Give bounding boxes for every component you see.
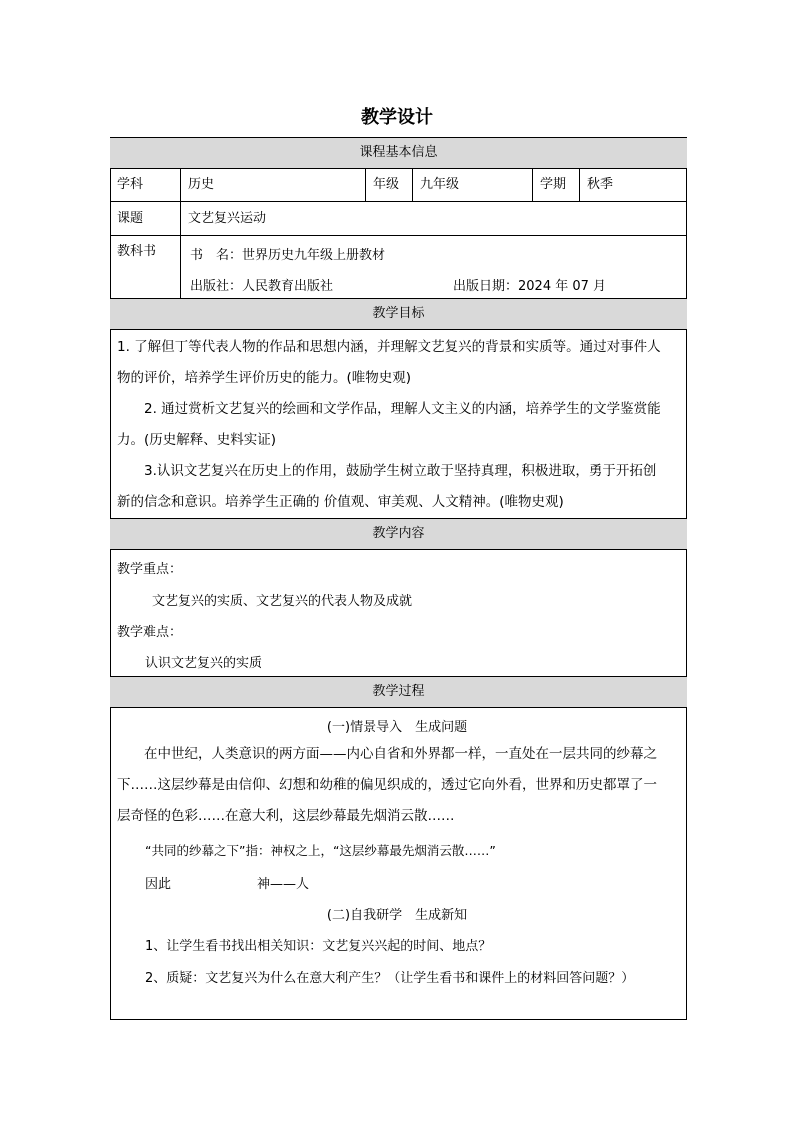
topic-label: 课题 — [110, 202, 181, 235]
grade-label: 年级 — [366, 169, 413, 201]
section1-title: (一)情景导入 生成问题 — [326, 720, 468, 735]
key-points-text: 文艺复兴的实质、文艺复兴的代表人物及成就 — [152, 594, 413, 609]
basic-info-row — [110, 169, 687, 202]
question-1: 1、让学生看书找出相关知识：文艺复兴兴起的时间、地点？ — [145, 939, 492, 954]
textbook-label: 教科书 — [110, 236, 181, 298]
goal-line: 物的评价，培养学生评价历史的能力。(唯物史观) — [117, 370, 412, 386]
key-points-label: 教学重点： — [117, 562, 183, 577]
intro-line: 层奇怪的色彩……在意大利，这层纱幕最先烟消云散…… — [117, 808, 455, 824]
difficult-points-text: 认识文艺复兴的实质 — [145, 656, 263, 671]
goal-line: 力。(历史解释、史料实证) — [117, 432, 277, 448]
publish-date: 出版日期：2024 年 07 月 — [453, 279, 607, 294]
section-header-content: 教学内容 — [110, 518, 687, 550]
publisher: 出版社：人民教育出版社 — [190, 279, 334, 294]
quote-line: “共同的纱幕之下”指：神权之上，“这层纱幕最先烟消云散……” — [145, 843, 496, 858]
document-title: 教学设计 — [361, 107, 433, 128]
difficult-points-label: 教学难点： — [117, 625, 183, 640]
section-header-basic-info: 课程基本信息 — [110, 137, 687, 169]
subject-value: 历史 — [181, 169, 366, 201]
book-name: 书 名：世界历史九年级上册教材 — [190, 248, 386, 263]
intro-line: 在中世纪，人类意识的两方面——内心自省和外界都一样，一直处在一层共同的纱幕之 — [144, 746, 657, 762]
grade-value: 九年级 — [413, 169, 533, 201]
topic-row — [110, 202, 687, 236]
therefore-text: 因此 — [145, 877, 172, 892]
section-header-goals: 教学目标 — [110, 298, 687, 330]
god-to-man-text: 神——人 — [257, 877, 310, 892]
goals-block — [117, 332, 682, 518]
topic-value: 文艺复兴运动 — [188, 211, 267, 226]
goal-line: 2. 通过赏析文艺复兴的绘画和文学作品，理解人文主义的内涵，培养学生的文学鉴赏能 — [144, 401, 661, 417]
subject-label: 学科 — [110, 169, 181, 201]
term-label: 学期 — [533, 169, 580, 201]
goal-line: 3.认识文艺复兴在历史上的作用，鼓励学生树立敢于坚持真理，积极进取，勇于开拓创 — [144, 463, 657, 479]
section-header-process: 教学过程 — [110, 676, 687, 708]
term-value: 秋季 — [587, 177, 614, 192]
goal-line: 1. 了解但丁等代表人物的作品和思想内涵，并理解文艺复兴的背景和实质等。通过对事件人 — [117, 339, 661, 355]
question-2: 2、质疑：文艺复兴为什么在意大利产生？（让学生看书和课件上的材料回答问题？） — [145, 971, 635, 986]
intro-line: 下……这层纱幕是由信仰、幻想和幼稚的偏见织成的，透过它向外看，世界和历史都罩了一 — [117, 777, 657, 793]
section2-title: (二)自我研学 生成新知 — [326, 908, 468, 923]
goal-line: 新的信念和意识。培养学生正确的 价值观、审美观、人文精神。(唯物史观) — [117, 494, 564, 510]
intro-paragraph — [117, 739, 682, 832]
